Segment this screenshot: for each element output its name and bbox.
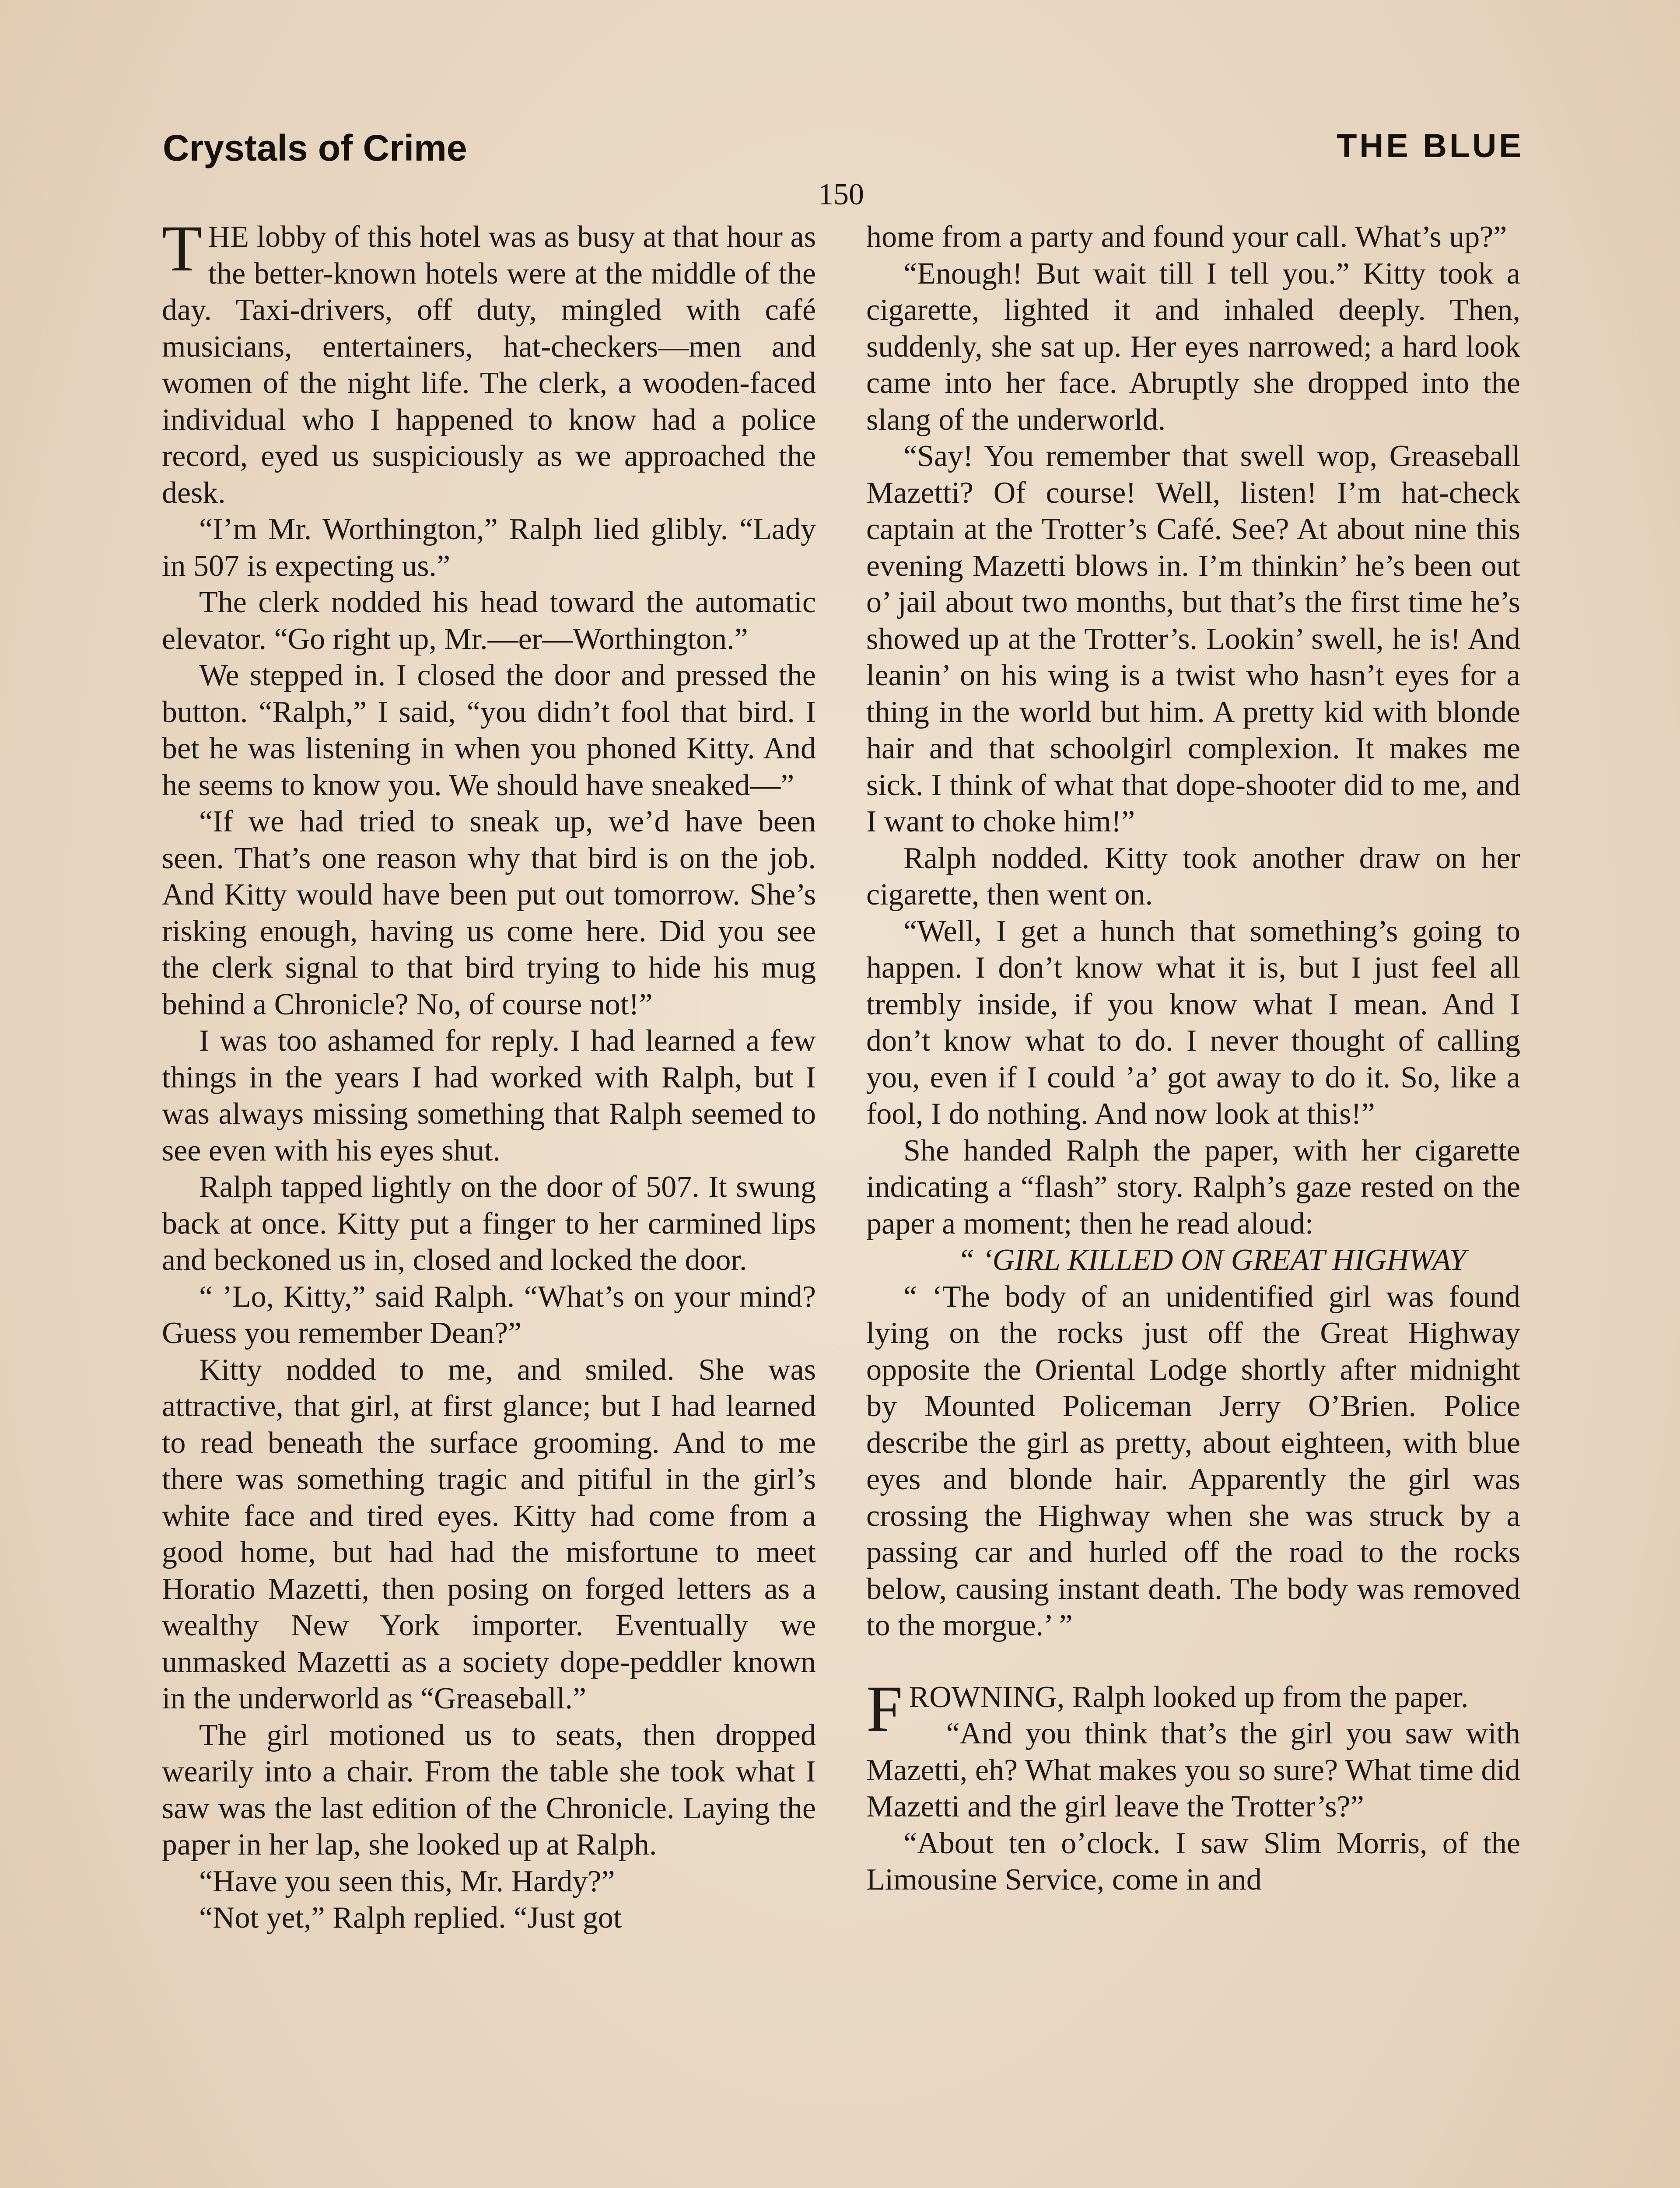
paragraph-text: “I’m Mr. Worthington,” Ralph lied glibly. “Lady in 507 is expecting us.” [162, 512, 816, 583]
drop-cap: T [162, 212, 202, 285]
paragraph [866, 219, 1520, 256]
paragraph [866, 438, 1520, 840]
paragraph-text: ROWNING, Ralph looked up from the paper. [909, 1680, 1469, 1714]
left-column [162, 212, 816, 1936]
paragraph [162, 1717, 816, 1863]
article-headline [866, 1242, 1520, 1279]
section-break [866, 1644, 1520, 1679]
paragraph-text: “Enough! But wait till I tell you.” Kitty took a cigarette, lighted it and inhaled deeply. Then, suddenly, she sat up. Her eyes narrowed; a hard look came into her face. Abruptly she dropped into the slang of the underworld. [866, 256, 1520, 437]
paragraph-text: “If we had tried to sneak up, we’d have been seen. That’s one reason why that bird is on the job. And Kitty would have been put out tomorrow. She’s risking enough, having us come here. Did you see the clerk signal to that bird trying to hide his mug behind a Chronicle? No, of course not!” [162, 805, 816, 1021]
paragraph-text: “ ‘The body of an unidentified girl was found lying on the rocks just off the Great Highway opposite the Oriental Lodge shortly after midnight by Mounted Policeman Jerry O’Brien. Police describe the girl as pretty, about eighteen, with blue eyes and blonde hair. Apparently the girl was crossing the Highway when she was struck by a passing car and hurled off the road to the rocks below, causing instant death. The body was removed to the morgue.’ ” [866, 1280, 1520, 1642]
paragraph-text: “ ’Lo, Kitty,” said Ralph. “What’s on your mind? Guess you remember Dean?” [162, 1280, 816, 1350]
paragraph [866, 256, 1520, 438]
drop-cap: F [866, 1672, 903, 1745]
right-column [866, 219, 1520, 1898]
paragraph [866, 840, 1520, 913]
paragraph-text: home from a party and found your call. What’s up?” [866, 220, 1507, 254]
paragraph-text: HE lobby of this hotel was as busy at that hour as the better-known hotels were at the middle of the day. Taxi-drivers, off duty, mingled with café musicians, entertainers, hat-checkers—men and women of the night life. The clerk, a wooden-faced individual who I happened to know had a police record, eyed us suspiciously as we approached the desk. [162, 220, 816, 510]
paragraph [866, 1825, 1520, 1898]
paragraph [162, 212, 816, 511]
paragraph [866, 1133, 1520, 1242]
paragraph-text: “Not yet,” Ralph replied. “Just got [199, 1901, 622, 1935]
paragraph [162, 584, 816, 657]
paragraph [162, 803, 816, 1023]
paragraph-text: We stepped in. I closed the door and pressed the button. “Ralph,” I said, “you didn’t fool that bird. I bet he was listening in when you phoned Kitty. And he seems to know you. We should have sneaked—” [162, 659, 816, 802]
paragraph-text: I was too ashamed for reply. I had learned a few things in the years I had worked with Ralph, but I was always missing something that Ralph seemed to see even with his eyes shut. [162, 1024, 816, 1168]
paragraph [162, 1279, 816, 1352]
paragraph-text: Ralph nodded. Kitty took another draw on her cigarette, then went on. [866, 841, 1520, 912]
paragraph-text: “ ‘GIRL KILLED ON GREAT HIGHWAY [957, 1243, 1466, 1277]
page-number: 150 [818, 178, 864, 211]
paragraph-text: “About ten o’clock. I saw Slim Morris, of the Limousine Service, come in and [866, 1826, 1520, 1897]
paragraph-text: “Have you seen this, Mr. Hardy?” [199, 1864, 615, 1898]
paragraph [866, 913, 1520, 1133]
paragraph-text: “And you think that’s the girl you saw with Mazetti, eh? What makes you so sure? What time did Mazetti and the girl leave the Trotter’s?” [866, 1717, 1520, 1823]
paragraph-text: The girl motioned us to seats, then dropped wearily into a chair. From the table she took what I saw was the last edition of the Chronicle. Laying the paper in her lap, she looked up at Ralph. [162, 1718, 816, 1862]
paragraph [162, 1169, 816, 1279]
paragraph [162, 1900, 816, 1936]
paragraph-text: The clerk nodded his head toward the automatic elevator. “Go right up, Mr.—er—Worthington.” [162, 586, 816, 656]
paragraph [162, 1352, 816, 1717]
paragraph-text: Ralph tapped lightly on the door of 507. It swung back at once. Kitty put a finger to her carmined lips and beckoned us in, closed and locked the door. [162, 1170, 816, 1277]
paragraph [866, 1715, 1520, 1825]
paragraph-text: “Well, I get a hunch that something’s going to happen. I don’t know what it is, but I just feel all trembly inside, if you know what I mean. And I don’t know what to do. I never thought of calling you, even if I could ’a’ got away to do it. So, like a fool, I do nothing. And now look at this!” [866, 914, 1520, 1131]
paragraph [162, 511, 816, 584]
paragraph [162, 1023, 816, 1169]
paragraph [866, 1279, 1520, 1644]
paragraph [162, 1863, 816, 1900]
paragraph [866, 1672, 1520, 1745]
paragraph-text: Kitty nodded to me, and smiled. She was attractive, that girl, at first glance; but I had learned to read beneath the surface grooming. And to me there was something tragic and pitiful in the girl’s white face and tired eyes. Kitty had come from a good home, but had had the misfortune to meet Horatio Mazetti, then posing on forged letters as a wealthy New York importer. Eventually we unmasked Mazetti as a society dope-peddler known in the underworld as “Greaseball.” [162, 1353, 816, 1715]
magazine-name: THE BLUE [1337, 127, 1524, 165]
paragraph [162, 657, 816, 803]
paragraph-text: She handed Ralph the paper, with her cigarette indicating a “flash” story. Ralph’s gaze rested on the paper a moment; then he read aloud: [866, 1133, 1520, 1241]
paragraph-text: “Say! You remember that swell wop, Greaseball Mazetti? Of course! Well, listen! I’m hat-check captain at the Trotter’s Café. See? At about nine this evening Mazetti blows in. I’m thinkin’ he’s been out o’ jail about two months, but that’s the first time he’s showed up at the Trotter’s. Lookin’ swell, he is! And leanin’ on his wing is a twist who hasn’t eyes for a thing in the world but him. A pretty kid with blonde hair and that schoolgirl complexion. It makes me sick. I think of what that dope-shooter did to me, and I want to choke him!” [866, 439, 1520, 838]
page-header-title: Crystals of Crime [163, 127, 467, 168]
